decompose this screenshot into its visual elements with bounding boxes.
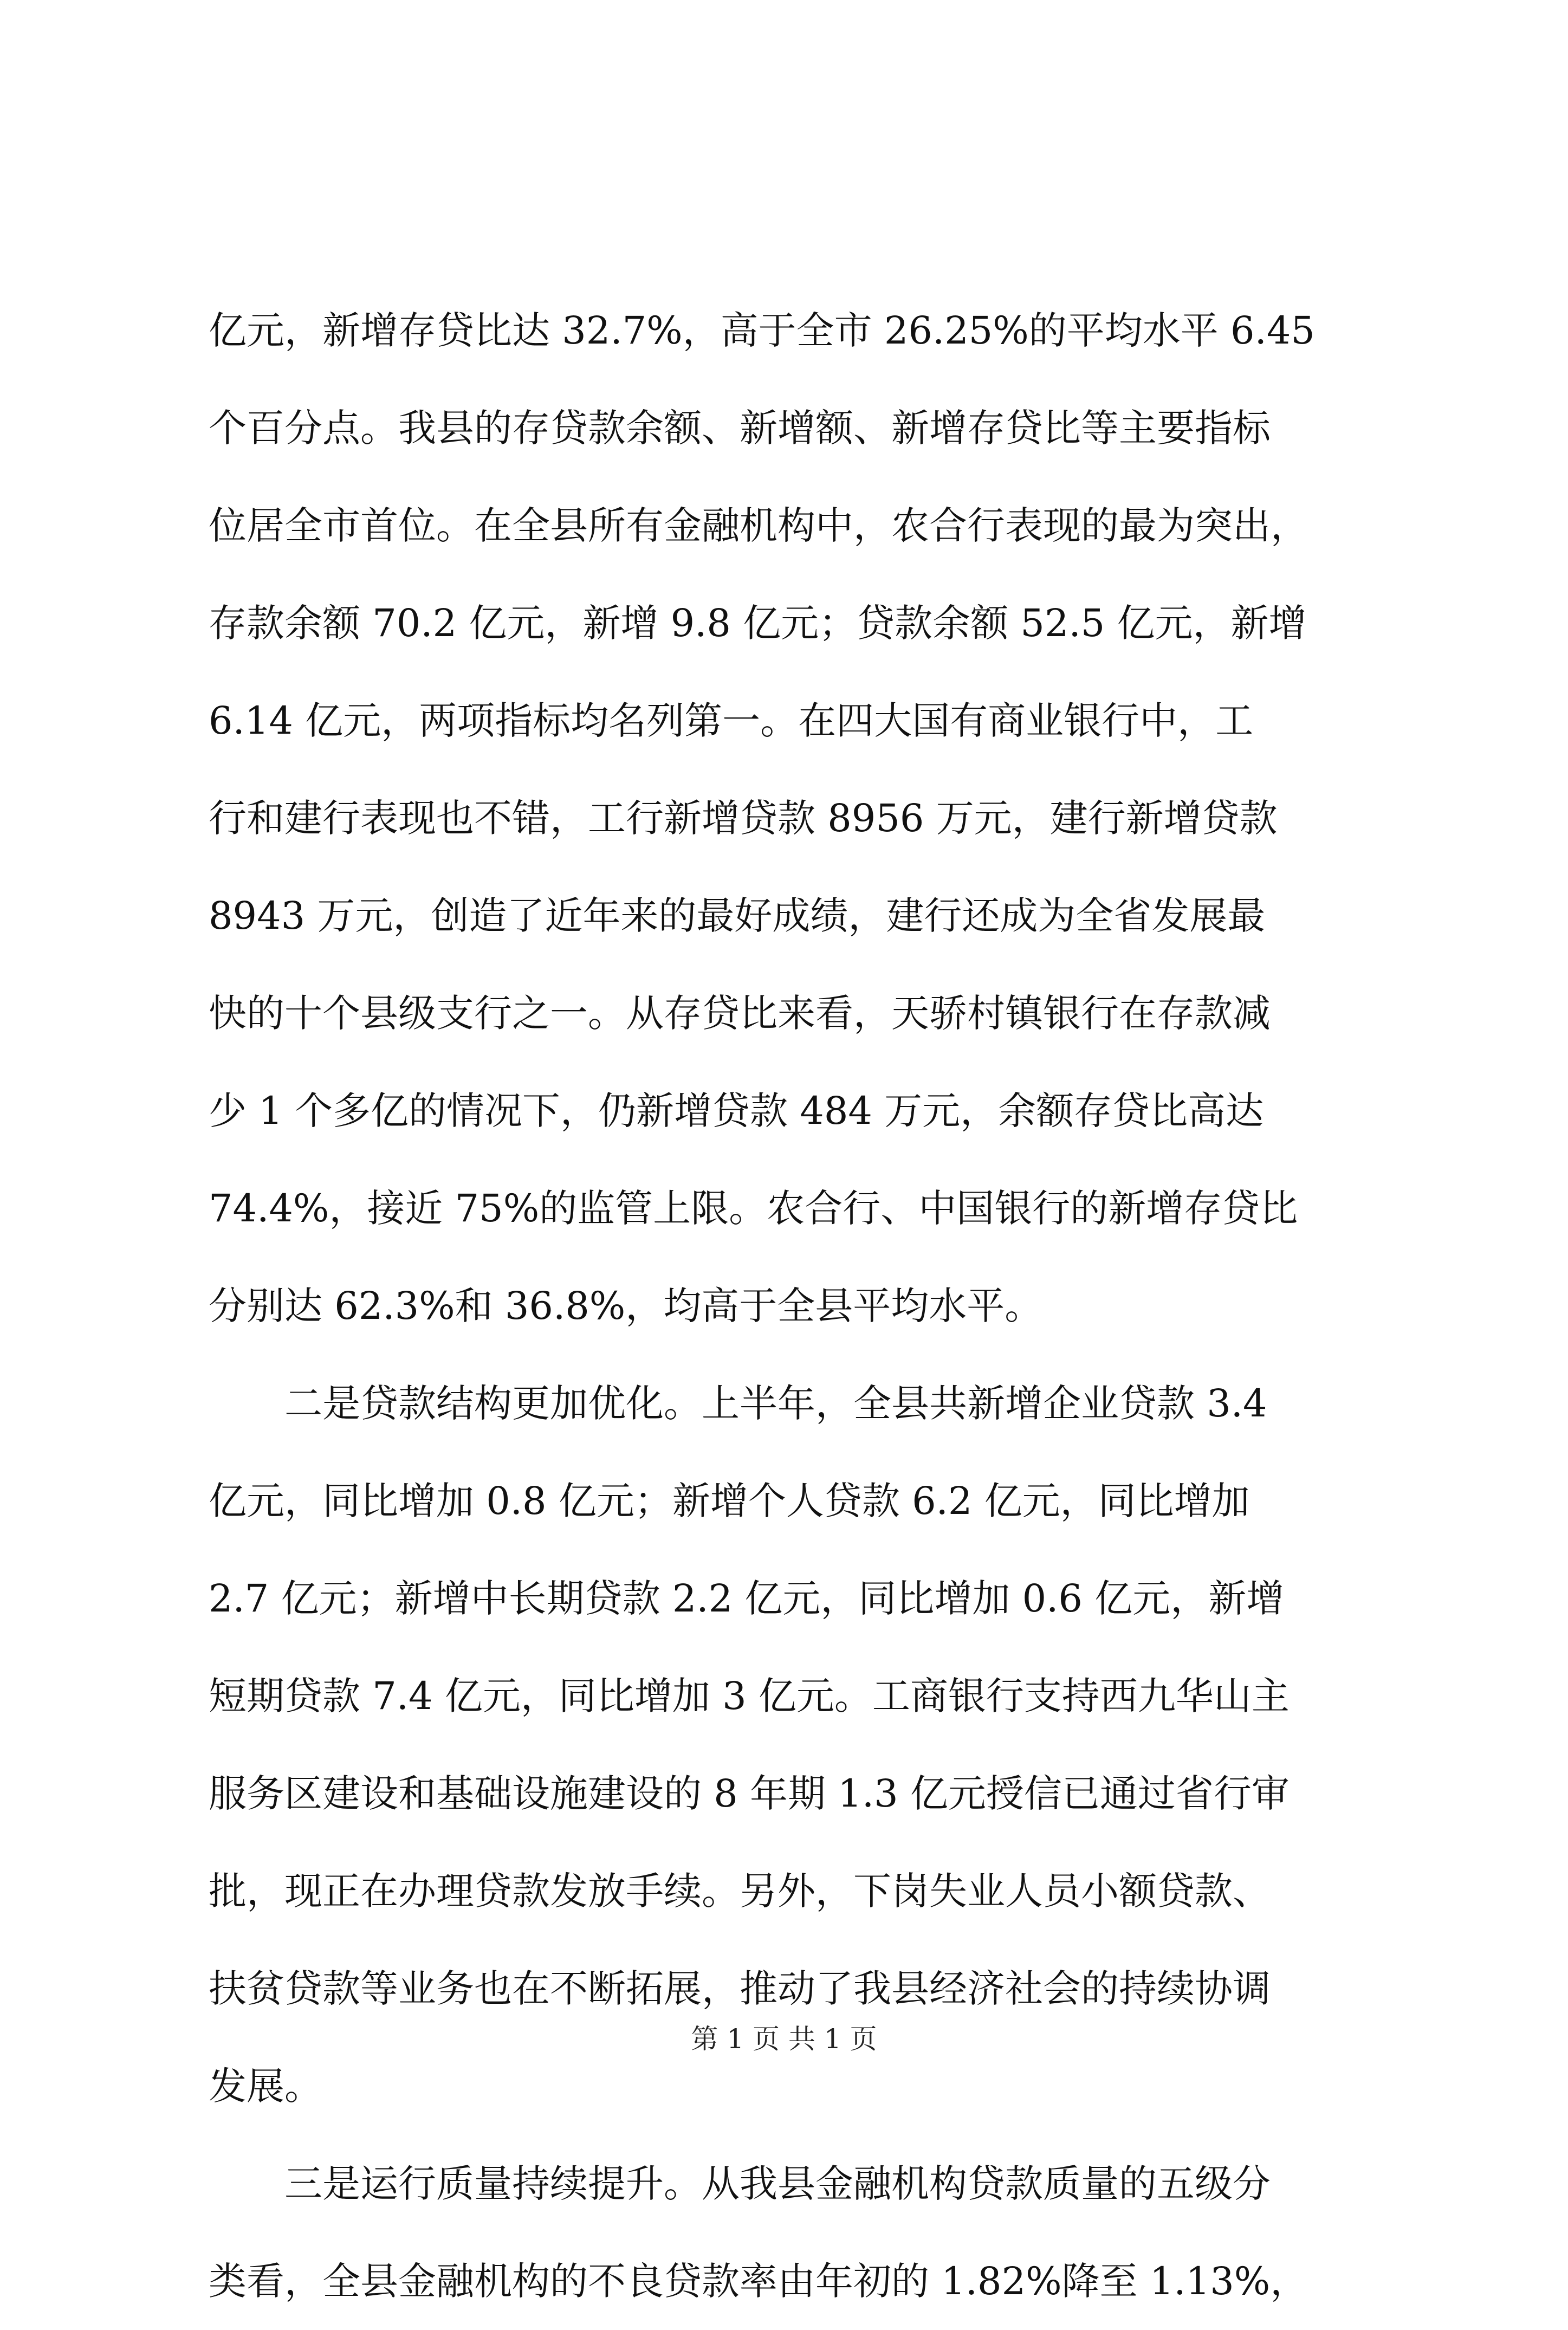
text-line-10: 74.4%，接近 75%的监管上限。农合行、中国银行的新增存贷比 [209,1186,1298,1231]
text-line-18: 扶贫贷款等业务也在不断拓展，推动了我县经济社会的持续协调 [209,1966,1271,2011]
paragraph-2-start: 二是贷款结构更加优化。上半年，全县共新增企业贷款 3.4 [284,1381,1267,1426]
paragraph-3-start: 三是运行质量持续提升。从我县金融机构贷款质量的五级分 [284,2161,1271,2206]
text-line-17: 批，现正在办理贷款发放手续。另外，下岗失业人员小额贷款、 [209,1869,1271,1913]
text-line-5: 6.14 亿元，两项指标均名列第一。在四大国有商业银行中，工 [209,698,1254,743]
text-line-21: 类看，全县金融机构的不良贷款率由年初的 1.82%降至 1.13%， [209,2259,1308,2303]
text-line-19: 发展。 [209,2064,322,2108]
text-line-13: 亿元，同比增加 0.8 亿元；新增个人贷款 6.2 亿元，同比增加 [209,1479,1250,1523]
text-line-16: 服务区建设和基础设施建设的 8 年期 1.3 亿元授信已通过省行审 [209,1771,1290,1816]
page-footer: 第 1 页 共 1 页 [691,2023,877,2055]
text-line-2: 个百分点。我县的存贷款余额、新增额、新增存贷比等主要指标 [209,406,1271,450]
text-line-11: 分别达 62.3%和 36.8%，均高于全县平均水平。 [209,1284,1043,1328]
text-line-1: 亿元，新增存贷比达 32.7%，高于全市 26.25%的平均水平 6.45 [209,308,1315,353]
text-line-8: 快的十个县级支行之一。从存贷比来看，天骄村镇银行在存款减 [209,991,1271,1035]
text-line-3: 位居全市首位。在全县所有金融机构中，农合行表现的最为突出， [209,503,1308,548]
text-line-9: 少 1 个多亿的情况下，仍新增贷款 484 万元，余额存贷比高达 [209,1089,1264,1133]
text-line-15: 短期贷款 7.4 亿元，同比增加 3 亿元。工商银行支持西九华山主 [209,1674,1290,1718]
text-line-7: 8943 万元，创造了近年来的最好成绩，建行还成为全省发展最 [209,894,1266,938]
text-line-4: 存款余额 70.2 亿元，新增 9.8 亿元；贷款余额 52.5 亿元，新增 [209,601,1307,645]
text-line-6: 行和建行表现也不错，工行新增贷款 8956 万元，建行新增贷款 [209,796,1278,840]
text-line-14: 2.7 亿元；新增中长期贷款 2.2 亿元，同比增加 0.6 亿元，新增 [209,1576,1285,1621]
